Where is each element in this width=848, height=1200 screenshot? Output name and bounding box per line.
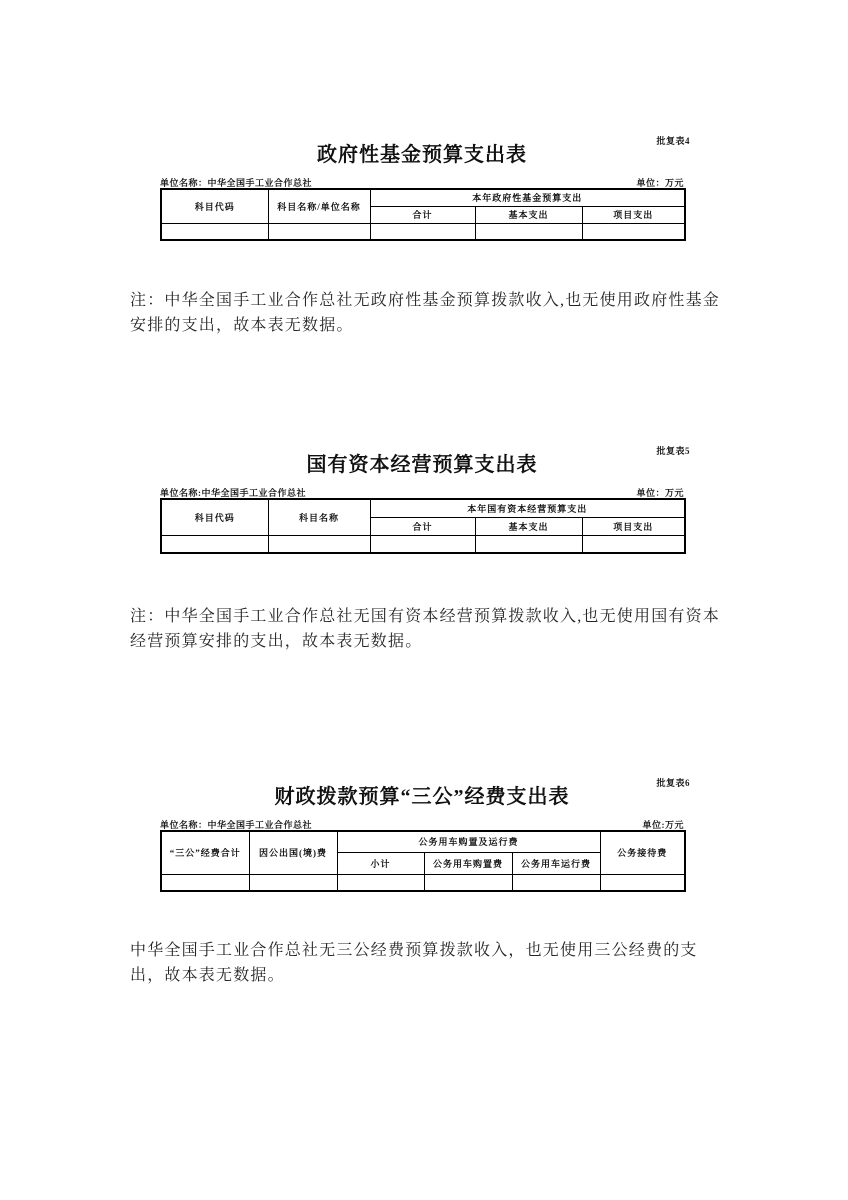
unit-label: 单位:万元 [642,820,684,830]
header-abroad-fee: 因公出国(境)费 [249,831,337,874]
header-total: 合计 [370,517,475,535]
section-three-public [130,776,736,1076]
unit-name-label: 单位名称:中华全国手工业合作总社 [160,488,306,498]
header-group: 本年国有资本经营预算支出 [370,499,685,517]
note-text [130,938,698,988]
section-government-fund [130,134,736,434]
header-three-public-total: “三公”经费合计 [161,831,249,874]
unit-name-label: 单位名称：中华全国手工业合作总社 [160,178,313,188]
note-line: 经营预算安排的支出，故本表无数据。 [130,633,423,650]
header-project-expenditure: 项目支出 [582,517,685,535]
note-text [130,604,720,654]
table-title: 政府性基金预算支出表 [317,144,527,166]
header-subject-code: 科目代码 [161,499,268,535]
note-line: 注：中华全国手工业合作总社无政府性基金预算拨款收入,也无使用政府性基金 [130,292,721,309]
section-state-capital [130,444,736,744]
approval-label: 批复表6 [656,778,690,788]
table-cell-empty [249,874,337,891]
header-basic-expenditure: 基本支出 [475,517,582,535]
table-cell-empty [475,535,582,553]
note-line: 安排的支出，故本表无数据。 [130,317,354,334]
unit-name-label: 单位名称：中华全国手工业合作总社 [160,820,313,830]
header-subject-name: 科目名称/单位名称 [268,189,370,223]
approval-label: 批复表4 [656,136,690,146]
table-cell-empty [582,535,685,553]
table-cell-empty [600,874,685,891]
note-line: 中华全国手工业合作总社无三公经费预算拨款收入，也无使用三公经费的支 [130,942,698,959]
note-text [130,288,720,338]
header-subject-code: 科目代码 [161,189,268,223]
table-row [161,874,685,891]
header-vehicle-operation-fee: 公务用车运行费 [512,852,600,874]
table-cell-empty [370,223,475,240]
header-vehicle-purchase-fee: 公务用车购置费 [424,852,512,874]
note-line: 出，故本表无数据。 [130,967,285,984]
table-cell-empty [268,223,370,240]
unit-label: 单位：万元 [636,488,684,498]
budget-table [160,830,686,892]
approval-label: 批复表5 [656,446,690,456]
header-group: 本年政府性基金预算支出 [370,189,685,206]
table-cell-empty [512,874,600,891]
table-cell-empty [475,223,582,240]
header-subject-name: 科目名称 [268,499,370,535]
note-line: 注：中华全国手工业合作总社无国有资本经营预算拨款收入,也无使用国有资本 [130,608,721,625]
table-cell-empty [161,223,268,240]
table-row [161,535,685,553]
table-cell-empty [582,223,685,240]
header-total: 合计 [370,206,475,223]
header-basic-expenditure: 基本支出 [475,206,582,223]
table-cell-empty [424,874,512,891]
table-cell-empty [161,874,249,891]
budget-table [160,188,686,241]
table-cell-empty [370,535,475,553]
table-cell-empty [268,535,370,553]
header-project-expenditure: 项目支出 [582,206,685,223]
budget-table [160,498,686,554]
header-subtotal: 小计 [337,852,424,874]
table-cell-empty [337,874,424,891]
table-title: 财政拨款预算“三公”经费支出表 [274,786,570,808]
header-reception-fee: 公务接待费 [600,831,685,874]
table-title: 国有资本经营预算支出表 [306,454,538,476]
header-vehicle-group: 公务用车购置及运行费 [337,831,600,852]
unit-label: 单位：万元 [636,178,684,188]
table-row [161,223,685,240]
table-cell-empty [161,535,268,553]
